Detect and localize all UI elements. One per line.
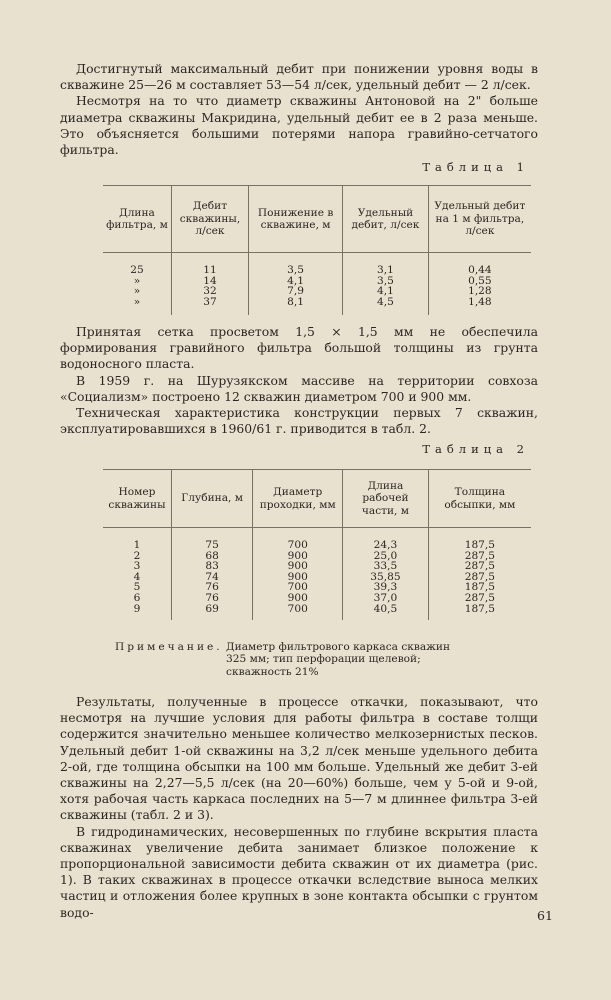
table1-header: Удельный дебит, л/сек: [343, 186, 429, 253]
table-cell: 40,5: [343, 604, 429, 615]
table-cell: »: [133, 295, 141, 308]
table-cell: »: [133, 285, 141, 298]
table-row: [103, 540, 531, 551]
page-number: 61: [537, 908, 553, 923]
table-cell: 37,0: [343, 593, 429, 604]
table-cell: 900: [253, 572, 343, 583]
table-cell: 3,5: [249, 265, 343, 276]
table-cell: 900: [253, 593, 343, 604]
table-cell: 287,5: [428, 593, 531, 604]
table-cell: 187,5: [428, 604, 531, 615]
table1-header: Дебит скважины, л/сек: [171, 186, 248, 253]
table-cell: 35,85: [343, 572, 429, 583]
table-cell: »: [133, 274, 141, 287]
table-cell: 3,5: [343, 276, 429, 287]
paragraph: Несмотря на то что диаметр скважины Антоновой на 2" больше диаметра скважины Макридина, удельный дебит ее в 2 раза меньше. Это объясняется большими потерями напора гравийно-сетчатого фильтра.: [60, 93, 538, 158]
table-cell: 25,0: [343, 551, 429, 562]
paragraph: Достигнутый максимальный дебит при понижении уровня воды в скважине 25—26 м составляет 53—54 л/сек, удельный дебит — 2 л/сек.: [60, 61, 538, 93]
table-row: [103, 265, 531, 276]
table-1: [103, 185, 531, 315]
table-cell: 187,5: [428, 540, 531, 551]
table-cell: 76: [171, 593, 252, 604]
table2-header: Номер скважины: [103, 470, 171, 528]
paragraph: Результаты, полученные в процессе откачки, показывают, что несмотря на лучшие условия для работы фильтра в составе толщи содержится значительно меньшее количество мелкозернистых песков. Удельный дебит 1-ой скважины на 3,2 л/сек меньше удельного дебита 2-ой, где толщина обсыпки на 100 мм больше. Удельный же дебит 3-ей скважины на 2,27—5,5 л/сек (на 20—60%) больше, чем у 5-ой и 9-ой, хотя рабочая часть каркаса последних на 5—7 м длиннее фильтра 3-ей скважины (табл. 2 и 3).: [60, 694, 538, 823]
paragraph: Техническая характеристика конструкции первых 7 скважин, эксплуатировавшихся в 1960/61 г. приводится в табл. 2.: [60, 405, 538, 437]
table2-header: Глубина, м: [171, 470, 252, 528]
table-cell: 5: [133, 581, 141, 594]
note-label: Примечание.: [115, 641, 223, 653]
table2-caption: Таблица 2: [422, 442, 529, 456]
table-cell: 24,3: [343, 540, 429, 551]
table-row: [103, 593, 531, 604]
table-cell: 6: [133, 591, 141, 604]
table-cell: 3,1: [343, 265, 429, 276]
table-cell: 287,5: [428, 551, 531, 562]
table-cell: 700: [253, 540, 343, 551]
table-cell: 74: [171, 572, 252, 583]
table-cell: 33,5: [343, 561, 429, 572]
table2-header: Длина рабочей части, м: [343, 470, 429, 528]
table-row: [103, 286, 531, 297]
paragraph: В 1959 г. на Шурузякском массиве на территории совхоза «Социализм» построено 12 скважин диаметром 700 и 900 мм.: [60, 372, 538, 404]
table-cell: 14: [171, 276, 248, 287]
table-cell: 3: [133, 560, 141, 573]
table2-header: Диаметр проходки, мм: [253, 470, 343, 528]
table-cell: 287,5: [428, 561, 531, 572]
table-cell: 4: [133, 570, 141, 583]
table1-caption: Таблица 1: [422, 160, 529, 174]
table-row: [103, 297, 531, 308]
table1-header: Понижение в скважине, м: [249, 186, 343, 253]
table-cell: 69: [171, 604, 252, 615]
note-text: Диаметр фильтрового каркаса скважин 325 мм; тип перфорации щелевой; скважность 21%: [226, 641, 451, 678]
table-cell: 4,1: [249, 276, 343, 287]
intro-text: [60, 61, 538, 158]
table-cell: 76: [171, 582, 252, 593]
paragraph: В гидродинамических, несовершенных по глубине вскрытия пласта скважинах увеличение дебита занимает близкое положение к пропорциональной зависимости дебита скважин от их диаметра (рис. 1). В таких скважинах в процессе откачки вследствие выноса мелких частиц и отложения более крупных в зоне контакта обсыпки с грунтом водо-: [60, 823, 538, 920]
table-cell: 83: [171, 561, 252, 572]
table2-header: Толщина обсыпки, мм: [428, 470, 531, 528]
table-cell: 1,48: [428, 297, 531, 308]
table1-header: Удельный дебит на 1 м фильтра, л/сек: [428, 186, 531, 253]
table-cell: 0,55: [428, 276, 531, 287]
table-cell: 4,5: [343, 297, 429, 308]
table-cell: 8,1: [249, 297, 343, 308]
table-cell: 9: [133, 602, 141, 615]
table-cell: 2: [133, 549, 141, 562]
middle-text: [60, 324, 538, 437]
table2-note: [115, 641, 515, 678]
table-cell: 0,44: [428, 265, 531, 276]
table-cell: 75: [171, 540, 252, 551]
table-cell: 900: [253, 561, 343, 572]
table-cell: 11: [171, 265, 248, 276]
table-cell: 25: [130, 264, 144, 276]
table-cell: 68: [171, 551, 252, 562]
table-cell: 900: [253, 551, 343, 562]
table-cell: 4,1: [343, 286, 429, 297]
table-row: [103, 604, 531, 615]
table1-header: Длина фильтра, м: [103, 186, 171, 253]
table-2: [103, 469, 531, 620]
table-cell: 287,5: [428, 572, 531, 583]
table-cell: 32: [171, 286, 248, 297]
table-cell: 39,3: [343, 582, 429, 593]
table-cell: 187,5: [428, 582, 531, 593]
closing-text: [60, 694, 538, 921]
table-cell: 7,9: [249, 286, 343, 297]
table-cell: 700: [253, 604, 343, 615]
table-cell: 37: [171, 297, 248, 308]
table-cell: 700: [253, 582, 343, 593]
table-row: [103, 276, 531, 287]
table-cell: 1,28: [428, 286, 531, 297]
paragraph: Принятая сетка просветом 1,5 × 1,5 мм не обеспечила формирования гравийного фильтра большой толщины из грунта водоносного пласта.: [60, 324, 538, 372]
table-cell: 1: [133, 539, 141, 551]
